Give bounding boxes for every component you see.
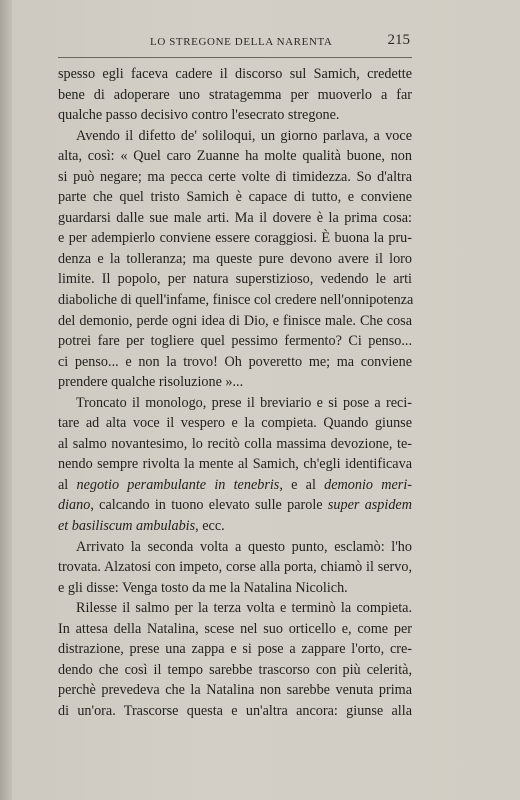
body-text [58, 64, 412, 722]
text-line: perchè prevedeva che la Natalina non sarebbe venuta prima [58, 682, 412, 699]
text-line: Arrivato la seconda volta a questo punto, esclamò: l'ho [76, 538, 412, 555]
text-line: In attesa della Natalina, scese nel suo orticello e, come per [58, 620, 412, 637]
text-line: alta, così: « Quel caro Zuanne ha molte qualità buone, non [58, 148, 412, 165]
text-line: di un'ora. Trascorse questa e un'altra ancora: giunse alla [58, 702, 412, 719]
text-line: tare ad alta voce il vespero e la compieta. Quando giunse [58, 415, 412, 432]
text-line: bene di adoperare uno stratagemma per muoverlo a far [58, 86, 412, 103]
text-line: ci penso... e non la trovo! Oh poveretto me; ma conviene [58, 353, 412, 370]
text-line: diaboliche di quell'infame, finisce col credere nell'onnipotenza [58, 292, 414, 309]
text-line: distrazione, prese una zappa e si pose a zappare l'orto, cre- [58, 641, 412, 658]
text-line: Avendo il difetto de' soliloqui, un giorno parlava, a voce [76, 127, 412, 144]
text-line: limite. Il popolo, per natura superstizioso, vedendo le arti [58, 271, 412, 288]
text-line: potrei fare per togliere quel pessimo fermento? Ci penso... [58, 333, 412, 350]
text-line: Troncato il monologo, prese il breviario e si pose a reci- [76, 394, 412, 411]
text-line: dendo che così il tempo sarebbe trascorso con più celerità, [58, 661, 412, 678]
text-line: diano, calcando in tuono elevato sulle parole super aspidem [58, 497, 412, 514]
text-line: parte che quel tristo Samich è capace di tutto, e conviene [58, 189, 412, 206]
text-line: guardarsi dalle sue male arti. Ma il dovere è la prima cosa: [58, 209, 412, 226]
text-line: et basiliscum ambulabis, ecc. [58, 518, 225, 535]
text-line: e per adempierlo conviene essere coraggiosi. È buona la pru- [58, 230, 412, 247]
running-head: LO STREGONE DELLA NARENTA [150, 36, 333, 48]
text-line: nendo sempre rivolta la mente al Samich, ch'egli identificava [58, 456, 412, 473]
text-line: e gli disse: Venga tosto da me la Natalina Nicolich. [58, 579, 348, 596]
page-header [58, 30, 412, 52]
text-line: Rilesse il salmo per la terza volta e terminò la compieta. [76, 600, 412, 617]
text-line: al negotio perambulante in tenebris, e al demonio meri- [58, 476, 412, 493]
text-line: denza e la tolleranza; ma queste pure devono avere il loro [58, 250, 412, 267]
text-line: trovata. Alzatosi con impeto, corse alla porta, chiamò il servo, [58, 559, 412, 576]
text-line: si può negare; ma pecca certe volte di timidezza. So d'altra [58, 168, 412, 185]
text-line: del demonio, perde ogni idea di Dio, e finisce male. Che cosa [58, 312, 412, 329]
header-rule [58, 57, 412, 58]
text-line: prendere qualche risoluzione »... [58, 374, 244, 391]
text-line: qualche passo decisivo contro l'esecrato stregone. [58, 107, 340, 124]
text-line: spesso egli faceva cadere il discorso sul Samich, credette [58, 66, 412, 82]
text-line: al salmo novantesimo, lo recitò colla massima devozione, te- [58, 435, 412, 452]
page-gutter-shadow [0, 0, 12, 800]
page-number: 215 [387, 32, 410, 48]
